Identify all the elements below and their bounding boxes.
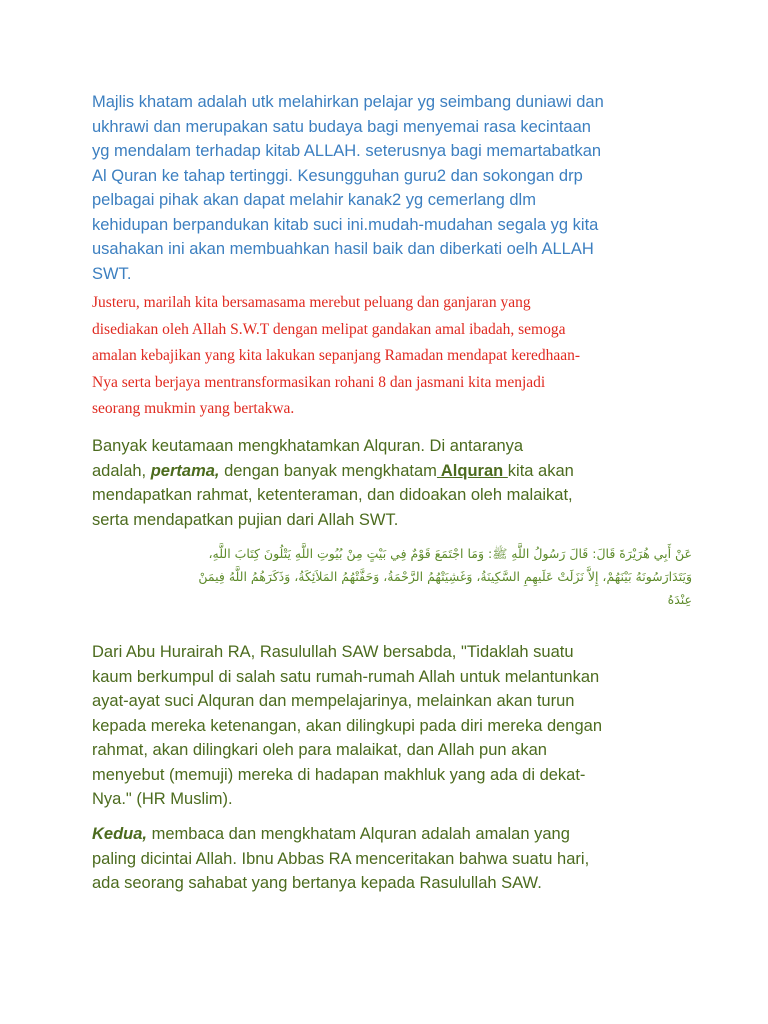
text-line: rahmat, akan dilingkari oleh para malaikat, dan Allah pun akan <box>92 741 547 759</box>
text-line: Banyak keutamaan mengkhatamkan Alquran. Di antaranya <box>92 437 524 455</box>
arabic-line: وَيَتَدَارَسُونَهُ بَيْنَهُمْ، إِلاَّ نَزَلَتْ عَلَيهِمِ السَّكِينَةُ، وَغَشِيَتْهُمُ الرَّحْمَةُ، وَحَفَّتْهُمُ المَلاَئِكَةُ، وَذَكَرَهُمُ اللَّهُ فِيمَنْ <box>198 569 692 584</box>
text-line: disediakan oleh Allah S.W.T dengan melipat gandakan amal ibadah, semoga <box>92 320 566 338</box>
text-line: menyebut (memuji) mereka di hadapan makhluk yang ada di dekat- <box>92 765 586 784</box>
alquran-link[interactable]: Alquran <box>436 461 508 480</box>
text-line: Justeru, marilah kita bersamasama merebut peluang dan ganjaran yang <box>92 294 531 311</box>
text-line: SWT. <box>92 264 132 283</box>
text-line: kepada mereka ketenangan, akan dilingkupi pada diri mereka dengan <box>92 716 603 735</box>
text-line: serta mendapatkan pujian dari Allah SWT. <box>92 510 399 529</box>
paragraph-keutamaan <box>92 434 692 532</box>
text-line: seorang mukmin yang bertakwa. <box>92 400 295 417</box>
text-line: Nya serta berjaya mentransformasikan rohani 8 dan jasmani kita menjadi <box>92 373 546 391</box>
text-segment: kita akan <box>507 461 574 480</box>
text-line: pelbagai pihak akan dapat melahir kanak2 yg cemerlang dlm <box>92 191 536 209</box>
text-line <box>92 822 692 847</box>
text-line: usahakan ini akan membuahkan hasil baik dan diberkati oelh ALLAH <box>92 240 594 258</box>
text-line: amalan kebajikan yang kita lakukan sepanjang Ramadan mendapat keredhaan- <box>92 347 581 364</box>
text-line: yg mendalam terhadap kitab ALLAH. seterusnya bagi memartabatkan <box>92 142 602 160</box>
arabic-hadith <box>92 542 692 611</box>
text-line: Al Quran ke tahap tertinggi. Kesungguhan guru2 dan sokongan drp <box>92 166 583 185</box>
arabic-line: عِنْدَهُ <box>667 592 692 607</box>
emphasis-kedua: Kedua, <box>92 825 148 843</box>
text-line: ukhrawi dan merupakan satu budaya bagi menyemai rasa kecintaan <box>92 117 591 136</box>
arabic-line: عَنْ أَبِي هُرَيْرَةَ قَالَ: قَالَ رَسُولُ اللَّهِ ﷺ: وَمَا اجْتَمَعَ قَوْمٌ فِي بَيْتٍ مِنْ بُيُوتِ اللَّهِ يَتْلُونَ كِتَابَ اللَّهِ، <box>208 546 692 561</box>
text-line: paling dicintai Allah. Ibnu Abbas RA menceritakan bahwa suatu hari, <box>92 849 590 868</box>
text-line: kaum berkumpul di salah satu rumah-rumah Allah untuk melantunkan <box>92 667 600 686</box>
text-line: ada seorang sahabat yang bertanya kepada Rasulullah SAW. <box>92 874 542 892</box>
paragraph-majlis-khatam <box>92 90 692 286</box>
text-segment: membaca dan mengkhatam Alquran adalah amalan yang <box>147 825 570 843</box>
paragraph-kedua <box>92 822 692 896</box>
text-line: Nya." (HR Muslim). <box>92 790 233 808</box>
emphasis-pertama: pertama, <box>150 461 220 480</box>
paragraph-justeru <box>92 290 692 423</box>
text-line: mendapatkan rahmat, ketenteraman, dan didoakan oleh malaikat, <box>92 486 573 504</box>
text-line: Majlis khatam adalah utk melahirkan pelajar yg seimbang duniawi dan <box>92 93 604 111</box>
text-line: kehidupan berpandukan kitab suci ini.mudah-mudahan segala yg kita <box>92 215 599 234</box>
text-line: ayat-ayat suci Alquran dan mempelajarinya, melainkan akan turun <box>92 692 575 710</box>
text-segment: dengan banyak mengkhatam <box>219 461 437 480</box>
text-line: Dari Abu Hurairah RA, Rasulullah SAW bersabda, "Tidaklah suatu <box>92 643 574 661</box>
text-line <box>92 459 692 484</box>
text-segment: adalah, <box>92 461 151 480</box>
paragraph-hadith-translation <box>92 640 692 812</box>
